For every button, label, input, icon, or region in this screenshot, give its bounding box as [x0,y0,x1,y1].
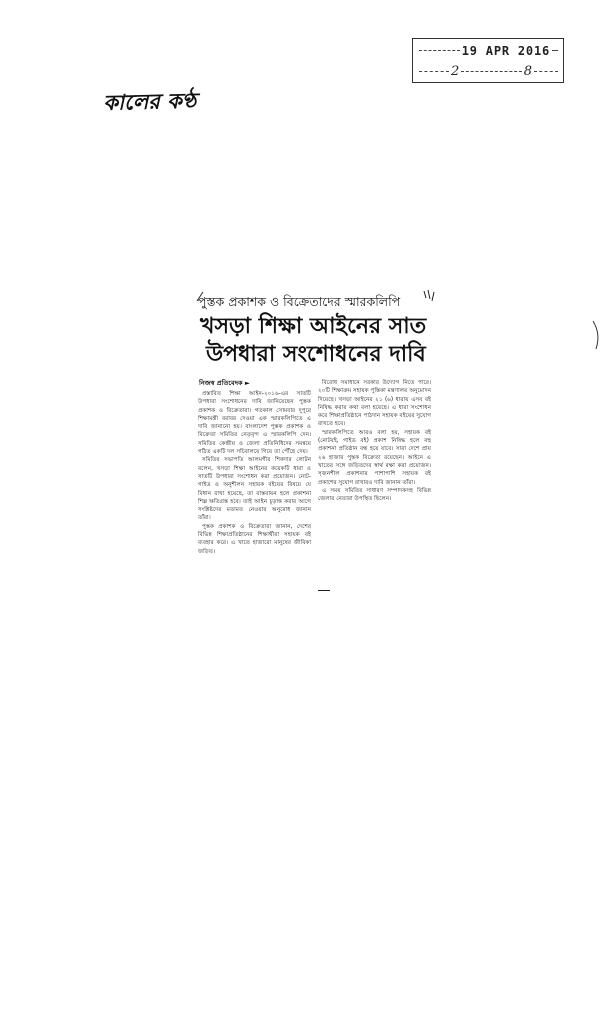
stamp-dash-line [552,50,558,51]
headline-line-2: উপধারা সংশোধনের দাবি [206,342,426,367]
stamp-dash-line [419,71,449,72]
article-column-left [198,390,311,556]
headline-line-1: খসড়া শিক্ষা আইনের সাত [200,314,427,339]
byline: নিজস্ব প্রতিবেদক ► [199,379,250,387]
stamp-dash-line [461,71,521,72]
article-paragraph: পুস্তক প্রকাশক ও বিক্রেতারা জানান, দেশের বিভিন্ন শিক্ষাপ্রতিষ্ঠানের শিক্ষার্থীরা সহায়ক বই ব্যবহার করে। এ খাতে হাজারো মানুষের জীবিকা জড়িত। [198,523,311,555]
stamp-dash-line [419,50,460,51]
article-paragraph: এ সময় সমিতির সাধারণ সম্পাদকসহ বিভিন্ন জেলার নেতারা উপস্থিত ছিলেন। [318,487,431,503]
article-paragraph: বিরোধ সমাধানে সরকার উদ্যোগ নিতে পারে। ২০টি শিক্ষাক্রম সহায়ক পুস্তিকা মন্ত্রণালয় অনুমোদন দিয়েছে। খসড়া আইনের ২১ (৬) ধারায় এসব বই নিষিদ্ধ করার কথা বলা হয়েছে। এ ধারা সংশোধন করে শিক্ষাপ্রতিষ্ঠানে পাঠদান সহায়ক বইয়ের সুযোগ রাখতে হবে। [318,380,431,428]
stamp-page-number: 2 [451,63,460,79]
stamp-dash-line [534,71,558,72]
article-kicker: পুস্তক প্রকাশক ও বিক্রেতাদের স্মারকলিপি [198,294,401,309]
stamp-date-row [417,43,560,58]
stamp-date: 19 APR 2016 [461,43,550,58]
stamp-page-row [417,62,560,80]
received-date-stamp [412,38,564,83]
newspaper-logo: কালের কণ্ঠ [103,88,197,115]
article-paragraph: প্রস্তাবিত শিক্ষা আইন-২০১৬-এর সাতটি উপধারা সংশোধনের দাবি জানিয়েছেন পুস্তক প্রকাশক ও বিক্রেতারা। গতকাল সোমবার দুপুরে শিক্ষামন্ত্রী বরাবর দেওয়া এক স্মারকলিপিতে এ দাবি জানানো হয়। বাংলাদেশ পুস্তক প্রকাশক ও বিক্রেতা সমিতির নেতৃবৃন্দ এ স্মারকলিপি দেন। সমিতির কেন্দ্রীয় ও জেলা প্রতিনিধিদের সমন্বয়ে গঠিত একটি দল সচিবালয়ে গিয়ে তা পৌঁছে দেয়। [198,391,311,456]
article-paragraph: সমিতির সভাপতি আলমগীর শিকদার লোটন বলেন, খসড়া শিক্ষা আইনের কয়েকটি ধারা ও সাতটি উপধারা সংশোধন করা প্রয়োজন। নোট-গাইড ও অনুশীলন সহায়ক বইয়ের বিষয়ে যে বিধান রাখা হয়েছে, তা বাস্তবায়ন হলে প্রকাশনা শিল্প ক্ষতিগ্রস্ত হবে। তাই আইন চূড়ান্ত করার আগে সংশ্লিষ্টদের মতামত নেওয়ার অনুরোধ জানান তাঁরা। [198,457,311,522]
stamp-column-number: 8 [523,63,532,79]
column-end-rule [318,590,330,591]
article-column-right [318,379,431,503]
article-paragraph: স্মারকলিপিতে আরও বলা হয়, সহায়ক বই (নোটবই, গাইড বই) প্রকাশ নিষিদ্ধ হলে বহু প্রকাশনা প্রতিষ্ঠান বন্ধ হয়ে যাবে। সারা দেশে প্রায় ২৬ হাজার পুস্তক বিক্রেতা রয়েছেন। আইনে এ খাতের সঙ্গে জড়িতদের স্বার্থ রক্ষা করা প্রয়োজন। সৃজনশীল প্রকাশনার পাশাপাশি সহায়ক বই প্রকাশের সুযোগ রাখারও দাবি জানান তাঁরা। [318,429,431,486]
